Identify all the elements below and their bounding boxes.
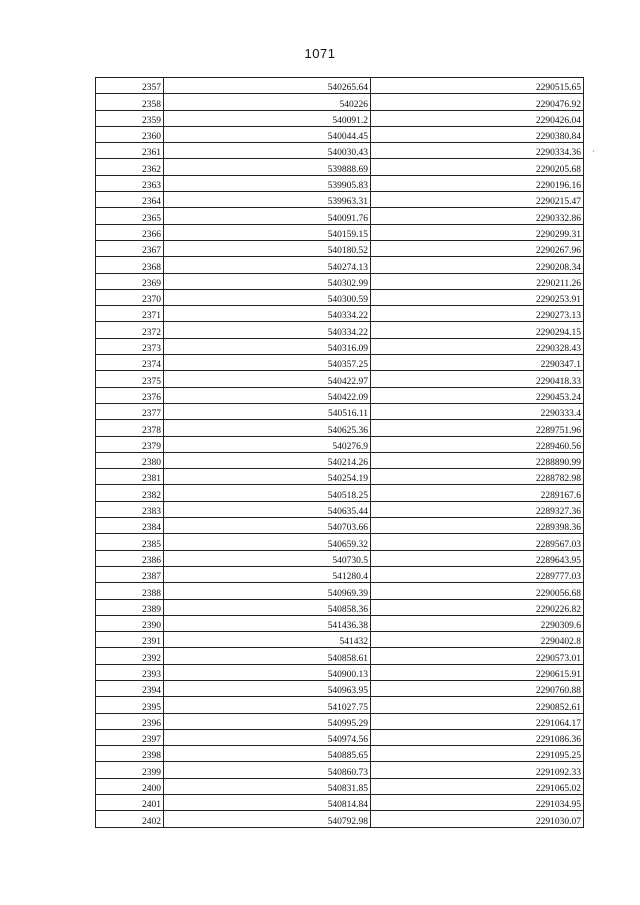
table-row <box>96 778 584 794</box>
x-coordinate-cell: 540302.99 <box>164 273 371 289</box>
table-row <box>96 469 584 485</box>
y-coordinate-cell: 2290211.26 <box>371 273 584 289</box>
y-coordinate-cell: 2290196.16 <box>371 175 584 191</box>
point-id-cell: 2383 <box>96 501 164 517</box>
y-coordinate-cell: 2290347.1 <box>371 355 584 371</box>
x-coordinate-cell: 540265.64 <box>164 78 371 94</box>
table-row <box>96 518 584 534</box>
table-row <box>96 452 584 468</box>
table-row <box>96 322 584 338</box>
table-row <box>96 289 584 305</box>
x-coordinate-cell: 540214.26 <box>164 452 371 468</box>
table-row <box>96 208 584 224</box>
y-coordinate-cell: 2290226.82 <box>371 599 584 615</box>
x-coordinate-cell: 540334.22 <box>164 322 371 338</box>
y-coordinate-cell: 2290273.13 <box>371 306 584 322</box>
coordinate-table-body <box>96 78 584 828</box>
x-coordinate-cell: 540254.19 <box>164 469 371 485</box>
x-coordinate-cell: 540030.43 <box>164 143 371 159</box>
x-coordinate-cell: 540969.39 <box>164 583 371 599</box>
x-coordinate-cell: 540625.36 <box>164 420 371 436</box>
x-coordinate-cell: 539963.31 <box>164 192 371 208</box>
point-id-cell: 2379 <box>96 436 164 452</box>
y-coordinate-cell: 2290328.43 <box>371 338 584 354</box>
point-id-cell: 2367 <box>96 240 164 256</box>
table-row <box>96 795 584 811</box>
table-row <box>96 615 584 631</box>
table-row <box>96 680 584 696</box>
point-id-cell: 2376 <box>96 387 164 403</box>
y-coordinate-cell: 2291065.02 <box>371 778 584 794</box>
y-coordinate-cell: 2290852.61 <box>371 697 584 713</box>
table-row <box>96 338 584 354</box>
y-coordinate-cell: 2290476.92 <box>371 94 584 110</box>
x-coordinate-cell: 541432 <box>164 632 371 648</box>
x-coordinate-cell: 540316.09 <box>164 338 371 354</box>
y-coordinate-cell: 2289777.03 <box>371 566 584 582</box>
table-row <box>96 159 584 175</box>
x-coordinate-cell: 540703.66 <box>164 518 371 534</box>
table-row <box>96 550 584 566</box>
x-coordinate-cell: 540276.9 <box>164 436 371 452</box>
y-coordinate-cell: 2289643.95 <box>371 550 584 566</box>
point-id-cell: 2371 <box>96 306 164 322</box>
point-id-cell: 2400 <box>96 778 164 794</box>
point-id-cell: 2396 <box>96 713 164 729</box>
table-row <box>96 126 584 142</box>
table-row <box>96 713 584 729</box>
point-id-cell: 2364 <box>96 192 164 208</box>
y-coordinate-cell: 2290294.15 <box>371 322 584 338</box>
point-id-cell: 2378 <box>96 420 164 436</box>
x-coordinate-cell: 540091.76 <box>164 208 371 224</box>
table-row <box>96 371 584 387</box>
coordinate-table <box>95 77 584 828</box>
table-row <box>96 811 584 827</box>
point-id-cell: 2370 <box>96 289 164 305</box>
x-coordinate-cell: 540091.2 <box>164 110 371 126</box>
x-coordinate-cell: 540516.11 <box>164 403 371 419</box>
y-coordinate-cell: 2291064.17 <box>371 713 584 729</box>
x-coordinate-cell: 540963.95 <box>164 680 371 696</box>
y-coordinate-cell: 2290380.84 <box>371 126 584 142</box>
x-coordinate-cell: 540659.32 <box>164 534 371 550</box>
y-coordinate-cell: 2290299.31 <box>371 224 584 240</box>
y-coordinate-cell: 2290332.86 <box>371 208 584 224</box>
x-coordinate-cell: 541280.4 <box>164 566 371 582</box>
y-coordinate-cell: 2290453.24 <box>371 387 584 403</box>
y-coordinate-cell: 2288890.99 <box>371 452 584 468</box>
point-id-cell: 2365 <box>96 208 164 224</box>
x-coordinate-cell: 540974.56 <box>164 729 371 745</box>
point-id-cell: 2362 <box>96 159 164 175</box>
y-coordinate-cell: 2290573.01 <box>371 648 584 664</box>
y-coordinate-cell: 2291095.25 <box>371 746 584 762</box>
y-coordinate-cell: 2290333.4 <box>371 403 584 419</box>
point-id-cell: 2393 <box>96 664 164 680</box>
table-row <box>96 192 584 208</box>
x-coordinate-cell: 540900.13 <box>164 664 371 680</box>
x-coordinate-cell: 541436.38 <box>164 615 371 631</box>
point-id-cell: 2401 <box>96 795 164 811</box>
point-id-cell: 2361 <box>96 143 164 159</box>
point-id-cell: 2369 <box>96 273 164 289</box>
y-coordinate-cell: 2289567.03 <box>371 534 584 550</box>
y-coordinate-cell: 2290267.96 <box>371 240 584 256</box>
point-id-cell: 2397 <box>96 729 164 745</box>
y-coordinate-cell: 2289460.56 <box>371 436 584 452</box>
point-id-cell: 2392 <box>96 648 164 664</box>
point-id-cell: 2384 <box>96 518 164 534</box>
point-id-cell: 2382 <box>96 485 164 501</box>
x-coordinate-cell: 540858.36 <box>164 599 371 615</box>
x-coordinate-cell: 540226 <box>164 94 371 110</box>
point-id-cell: 2390 <box>96 615 164 631</box>
x-coordinate-cell: 540860.73 <box>164 762 371 778</box>
table-row <box>96 403 584 419</box>
point-id-cell: 2358 <box>96 94 164 110</box>
stray-mark: · <box>592 147 595 156</box>
point-id-cell: 2387 <box>96 566 164 582</box>
x-coordinate-cell: 540300.59 <box>164 289 371 305</box>
table-row <box>96 436 584 452</box>
x-coordinate-cell: 539888.69 <box>164 159 371 175</box>
x-coordinate-cell: 540730.5 <box>164 550 371 566</box>
table-row <box>96 94 584 110</box>
x-coordinate-cell: 540180.52 <box>164 240 371 256</box>
y-coordinate-cell: 2290418.33 <box>371 371 584 387</box>
x-coordinate-cell: 540885.65 <box>164 746 371 762</box>
table-row <box>96 355 584 371</box>
y-coordinate-cell: 2290402.8 <box>371 632 584 648</box>
x-coordinate-cell: 540518.25 <box>164 485 371 501</box>
y-coordinate-cell: 2290205.68 <box>371 159 584 175</box>
y-coordinate-cell: 2290309.6 <box>371 615 584 631</box>
x-coordinate-cell: 541027.75 <box>164 697 371 713</box>
point-id-cell: 2373 <box>96 338 164 354</box>
table-row <box>96 306 584 322</box>
point-id-cell: 2377 <box>96 403 164 419</box>
point-id-cell: 2363 <box>96 175 164 191</box>
page-number: 1071 <box>304 46 336 61</box>
x-coordinate-cell: 540814.84 <box>164 795 371 811</box>
point-id-cell: 2375 <box>96 371 164 387</box>
table-row <box>96 583 584 599</box>
table-row <box>96 78 584 94</box>
table-row <box>96 485 584 501</box>
x-coordinate-cell: 540831.85 <box>164 778 371 794</box>
x-coordinate-cell: 540792.98 <box>164 811 371 827</box>
table-row <box>96 762 584 778</box>
point-id-cell: 2394 <box>96 680 164 696</box>
table-row <box>96 697 584 713</box>
point-id-cell: 2395 <box>96 697 164 713</box>
y-coordinate-cell: 2290615.91 <box>371 664 584 680</box>
y-coordinate-cell: 2290056.68 <box>371 583 584 599</box>
point-id-cell: 2368 <box>96 257 164 273</box>
table-row <box>96 746 584 762</box>
x-coordinate-cell: 540635.44 <box>164 501 371 517</box>
table-row <box>96 175 584 191</box>
y-coordinate-cell: 2289327.36 <box>371 501 584 517</box>
x-coordinate-cell: 540357.25 <box>164 355 371 371</box>
point-id-cell: 2402 <box>96 811 164 827</box>
point-id-cell: 2391 <box>96 632 164 648</box>
point-id-cell: 2366 <box>96 224 164 240</box>
x-coordinate-cell: 540159.15 <box>164 224 371 240</box>
table-row <box>96 534 584 550</box>
table-row <box>96 240 584 256</box>
table-row <box>96 387 584 403</box>
table-row <box>96 143 584 159</box>
y-coordinate-cell: 2290334.36 <box>371 143 584 159</box>
table-row <box>96 729 584 745</box>
table-row <box>96 648 584 664</box>
y-coordinate-cell: 2290208.34 <box>371 257 584 273</box>
table-row <box>96 257 584 273</box>
table-row <box>96 420 584 436</box>
point-id-cell: 2385 <box>96 534 164 550</box>
point-id-cell: 2372 <box>96 322 164 338</box>
point-id-cell: 2380 <box>96 452 164 468</box>
y-coordinate-cell: 2291030.07 <box>371 811 584 827</box>
x-coordinate-cell: 540274.13 <box>164 257 371 273</box>
x-coordinate-cell: 540858.61 <box>164 648 371 664</box>
y-coordinate-cell: 2291092.33 <box>371 762 584 778</box>
point-id-cell: 2398 <box>96 746 164 762</box>
table-row <box>96 501 584 517</box>
table-row <box>96 110 584 126</box>
point-id-cell: 2374 <box>96 355 164 371</box>
y-coordinate-cell: 2289751.96 <box>371 420 584 436</box>
point-id-cell: 2359 <box>96 110 164 126</box>
y-coordinate-cell: 2289398.36 <box>371 518 584 534</box>
point-id-cell: 2381 <box>96 469 164 485</box>
y-coordinate-cell: 2288782.98 <box>371 469 584 485</box>
table-row <box>96 632 584 648</box>
point-id-cell: 2399 <box>96 762 164 778</box>
x-coordinate-cell: 539905.83 <box>164 175 371 191</box>
point-id-cell: 2388 <box>96 583 164 599</box>
y-coordinate-cell: 2290426.04 <box>371 110 584 126</box>
table-row <box>96 664 584 680</box>
table-row <box>96 224 584 240</box>
x-coordinate-cell: 540334.22 <box>164 306 371 322</box>
table-row <box>96 273 584 289</box>
x-coordinate-cell: 540422.09 <box>164 387 371 403</box>
y-coordinate-cell: 2289167.6 <box>371 485 584 501</box>
point-id-cell: 2360 <box>96 126 164 142</box>
point-id-cell: 2386 <box>96 550 164 566</box>
y-coordinate-cell: 2290515.65 <box>371 78 584 94</box>
y-coordinate-cell: 2291086.36 <box>371 729 584 745</box>
x-coordinate-cell: 540422.97 <box>164 371 371 387</box>
table-row <box>96 566 584 582</box>
y-coordinate-cell: 2290760.88 <box>371 680 584 696</box>
x-coordinate-cell: 540044.45 <box>164 126 371 142</box>
y-coordinate-cell: 2290215.47 <box>371 192 584 208</box>
point-id-cell: 2357 <box>96 78 164 94</box>
point-id-cell: 2389 <box>96 599 164 615</box>
y-coordinate-cell: 2290253.91 <box>371 289 584 305</box>
y-coordinate-cell: 2291034.95 <box>371 795 584 811</box>
table-row <box>96 599 584 615</box>
x-coordinate-cell: 540995.29 <box>164 713 371 729</box>
